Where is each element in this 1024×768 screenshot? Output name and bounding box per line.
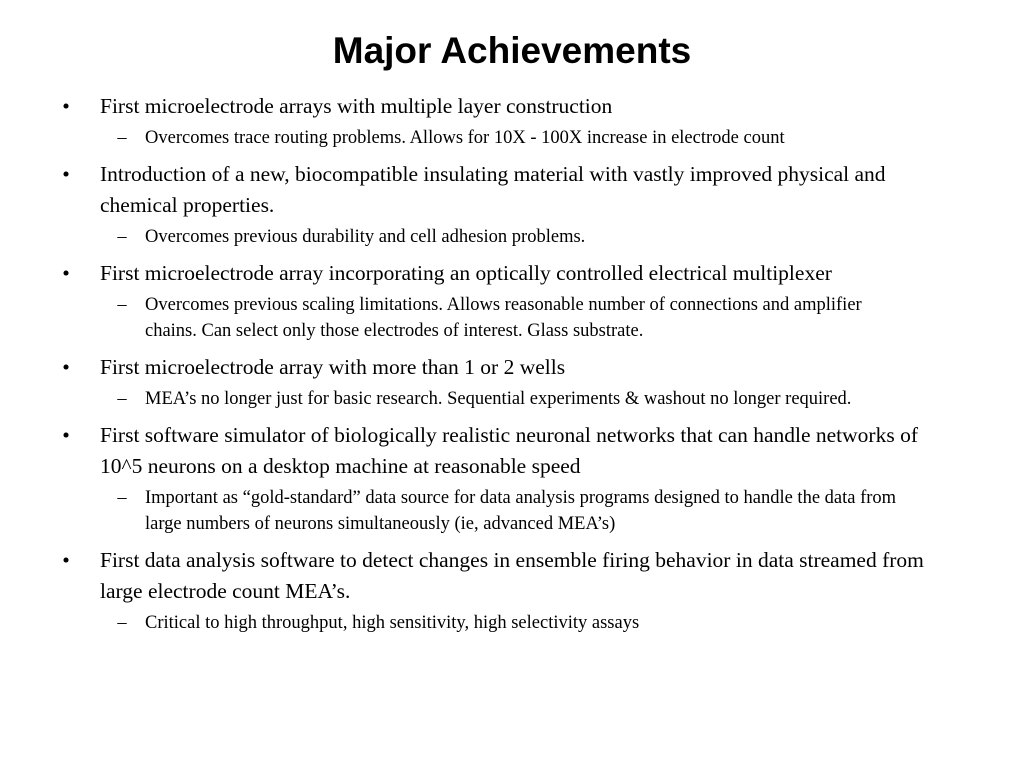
bullet-marker: • <box>62 261 70 285</box>
sub-bullet-item <box>56 610 936 636</box>
bullet-item <box>56 352 936 383</box>
slide-title: Major Achievements <box>332 30 692 71</box>
sub-bullet-item <box>56 224 936 250</box>
sub-bullet-marker: – <box>117 227 127 247</box>
bullet-item <box>56 258 936 289</box>
bullet-list <box>56 91 936 636</box>
bullet-text: First microelectrode array with more than 1 or 2 wells <box>100 355 566 379</box>
bullet-text: First software simulator of biologically realistic neuronal networks that can handle networks of 10^5 neurons on a desktop machine at reasonable speed <box>100 423 918 478</box>
bullet-item <box>56 545 936 607</box>
sub-bullet-item <box>56 125 936 151</box>
bullet-marker: • <box>62 423 70 447</box>
sub-bullet-marker: – <box>117 128 127 148</box>
bullet-text: First data analysis software to detect changes in ensemble firing behavior in data streamed from large electrode count MEA’s. <box>100 548 924 603</box>
bullet-item <box>56 420 936 482</box>
sub-bullet-text: Overcomes previous scaling limitations. Allows reasonable number of connections and amplifier chains. Can select only those electrodes of interest. Glass substrate. <box>145 295 862 341</box>
bullet-item <box>56 91 936 122</box>
bullet-marker: • <box>62 94 70 118</box>
sub-bullet-text: Overcomes previous durability and cell adhesion problems. <box>145 227 586 247</box>
sub-bullet-marker: – <box>117 389 127 409</box>
bullet-item <box>56 159 936 221</box>
sub-bullet-text: MEA’s no longer just for basic research. Sequential experiments & washout no longer required. <box>145 389 852 409</box>
sub-bullet-item <box>56 292 936 344</box>
bullet-text: First microelectrode array incorporating an optically controlled electrical multiplexer <box>100 261 832 285</box>
sub-bullet-marker: – <box>117 295 127 315</box>
bullet-marker: • <box>62 355 70 379</box>
sub-bullet-item <box>56 485 936 537</box>
sub-bullet-text: Overcomes trace routing problems. Allows for 10X - 100X increase in electrode count <box>145 128 785 148</box>
sub-bullet-marker: – <box>117 488 127 508</box>
sub-bullet-text: Critical to high throughput, high sensitivity, high selectivity assays <box>145 613 640 633</box>
sub-bullet-marker: – <box>117 613 127 633</box>
sub-bullet-text: Important as “gold-standard” data source for data analysis programs designed to handle the data from large numbers of neurons simultaneously (ie, advanced MEA’s) <box>145 488 897 534</box>
bullet-text: First microelectrode arrays with multiple layer construction <box>100 94 613 118</box>
bullet-marker: • <box>62 548 70 572</box>
sub-bullet-item <box>56 386 936 412</box>
bullet-marker: • <box>62 162 70 186</box>
bullet-text: Introduction of a new, biocompatible insulating material with vastly improved physical and chemical properties. <box>100 162 886 217</box>
